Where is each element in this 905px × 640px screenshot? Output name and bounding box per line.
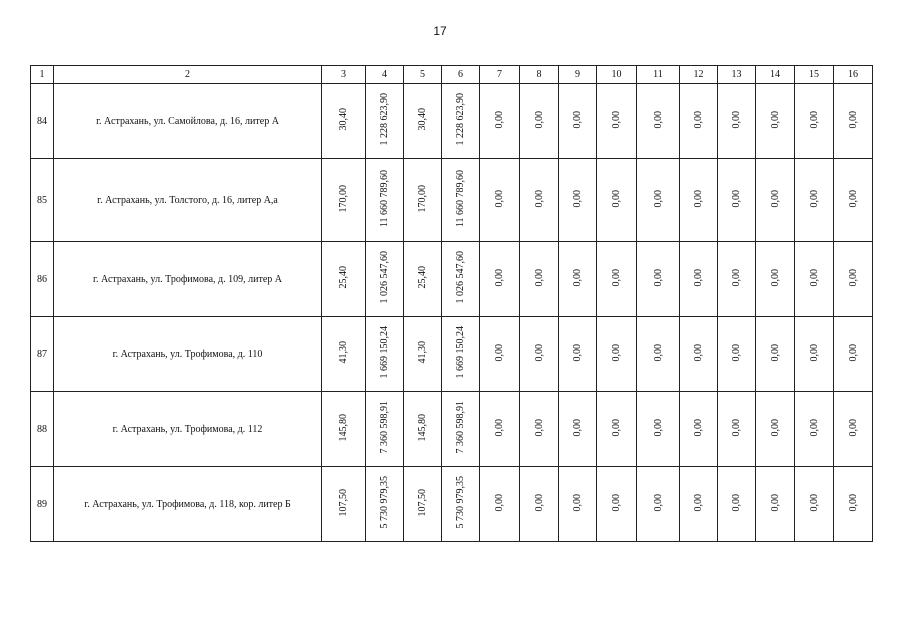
area-value-cell [322, 159, 366, 242]
area-value-cell [322, 242, 366, 317]
zero-value: 0,00 [611, 493, 622, 512]
zero-value-cell [597, 242, 637, 317]
cost-value: 1 026 547,60 [379, 251, 390, 304]
zero-value: 0,00 [808, 343, 820, 362]
zero-value: 0,00 [494, 110, 505, 129]
area-value-total-cell [404, 392, 442, 467]
column-header: 9 [559, 66, 597, 84]
row-number: 89 [31, 467, 54, 542]
cost-value-cell [366, 467, 404, 542]
zero-value-cell [680, 242, 718, 317]
column-header: 5 [404, 66, 442, 84]
zero-value: 0,00 [847, 189, 859, 208]
cost-value-total: 1 669 150,24 [455, 326, 466, 379]
zero-value: 0,00 [769, 418, 781, 437]
zero-value: 0,00 [693, 268, 704, 287]
zero-value-cell [520, 159, 559, 242]
area-value-total-cell [404, 467, 442, 542]
area-value-total: 107,50 [417, 488, 428, 517]
zero-value: 0,00 [494, 268, 505, 287]
row-number: 84 [31, 84, 54, 159]
area-value-total-cell [404, 242, 442, 317]
address: г. Астрахань, ул. Самойлова, д. 16, литер А [54, 84, 322, 159]
row-number: 88 [31, 392, 54, 467]
zero-value: 0,00 [731, 110, 742, 129]
column-header: 16 [834, 66, 873, 84]
zero-value-cell [637, 317, 680, 392]
zero-value-cell [520, 84, 559, 159]
zero-value: 0,00 [693, 493, 704, 512]
area-value: 25,40 [338, 266, 349, 289]
register-table [30, 65, 873, 542]
cost-value: 11 660 789,60 [379, 169, 390, 228]
zero-value: 0,00 [494, 418, 505, 437]
column-header: 14 [756, 66, 795, 84]
table-row [31, 159, 873, 242]
zero-value: 0,00 [808, 493, 820, 512]
zero-value: 0,00 [572, 110, 583, 129]
zero-value: 0,00 [693, 189, 704, 208]
zero-value: 0,00 [769, 343, 781, 362]
zero-value-cell [795, 84, 834, 159]
cost-value-total-cell [442, 84, 480, 159]
zero-value-cell [597, 467, 637, 542]
zero-value-cell [680, 84, 718, 159]
zero-value: 0,00 [731, 493, 742, 512]
zero-value-cell [795, 242, 834, 317]
zero-value: 0,00 [769, 189, 781, 208]
cost-value-total: 1 026 547,60 [455, 251, 466, 304]
zero-value: 0,00 [731, 343, 742, 362]
column-header: 6 [442, 66, 480, 84]
row-number: 87 [31, 317, 54, 392]
cost-value-cell [366, 159, 404, 242]
cost-value-total-cell [442, 159, 480, 242]
zero-value: 0,00 [533, 189, 545, 208]
column-header: 12 [680, 66, 718, 84]
page-number: 17 [433, 24, 447, 38]
zero-value: 0,00 [769, 110, 781, 129]
column-header: 8 [520, 66, 559, 84]
zero-value-cell [480, 159, 520, 242]
address: г. Астрахань, ул. Толстого, д. 16, литер А,а [54, 159, 322, 242]
zero-value-cell [559, 317, 597, 392]
zero-value: 0,00 [847, 493, 859, 512]
zero-value-cell [718, 84, 756, 159]
zero-value-cell [834, 392, 873, 467]
zero-value-cell [480, 84, 520, 159]
column-header: 7 [480, 66, 520, 84]
cost-value-total: 7 360 598,91 [455, 401, 466, 454]
column-header: 2 [54, 66, 322, 84]
zero-value: 0,00 [808, 110, 820, 129]
zero-value: 0,00 [808, 189, 820, 208]
row-number: 85 [31, 159, 54, 242]
zero-value: 0,00 [847, 343, 859, 362]
area-value: 145,80 [338, 413, 349, 442]
zero-value-cell [756, 392, 795, 467]
column-header: 15 [795, 66, 834, 84]
area-value-total-cell [404, 84, 442, 159]
zero-value-cell [756, 467, 795, 542]
area-value-total-cell [404, 317, 442, 392]
zero-value-cell [834, 84, 873, 159]
zero-value: 0,00 [731, 189, 742, 208]
zero-value-cell [718, 317, 756, 392]
zero-value-cell [680, 159, 718, 242]
cost-value: 1 669 150,24 [379, 326, 390, 379]
zero-value: 0,00 [652, 418, 664, 437]
zero-value: 0,00 [652, 189, 664, 208]
zero-value: 0,00 [808, 418, 820, 437]
zero-value-cell [680, 392, 718, 467]
zero-value: 0,00 [652, 343, 664, 362]
column-header: 10 [597, 66, 637, 84]
zero-value-cell [520, 242, 559, 317]
zero-value: 0,00 [572, 189, 583, 208]
zero-value: 0,00 [652, 110, 664, 129]
zero-value: 0,00 [572, 418, 583, 437]
zero-value-cell [597, 392, 637, 467]
cost-value-total-cell [442, 242, 480, 317]
zero-value: 0,00 [808, 268, 820, 287]
zero-value-cell [480, 467, 520, 542]
zero-value: 0,00 [611, 268, 622, 287]
zero-value-cell [680, 467, 718, 542]
area-value: 107,50 [338, 488, 349, 517]
zero-value-cell [756, 159, 795, 242]
zero-value-cell [718, 392, 756, 467]
zero-value-cell [637, 84, 680, 159]
zero-value-cell [718, 467, 756, 542]
area-value-cell [322, 317, 366, 392]
zero-value: 0,00 [847, 418, 859, 437]
zero-value: 0,00 [731, 418, 742, 437]
zero-value-cell [756, 242, 795, 317]
area-value-cell [322, 392, 366, 467]
zero-value: 0,00 [611, 343, 622, 362]
zero-value-cell [637, 242, 680, 317]
zero-value: 0,00 [494, 343, 505, 362]
zero-value-cell [559, 242, 597, 317]
zero-value-cell [559, 84, 597, 159]
zero-value-cell [597, 317, 637, 392]
column-header: 13 [718, 66, 756, 84]
zero-value-cell [597, 84, 637, 159]
zero-value-cell [795, 392, 834, 467]
area-value-cell [322, 84, 366, 159]
area-value: 30,40 [338, 108, 349, 131]
address: г. Астрахань, ул. Трофимова, д. 118, кор. литер Б [54, 467, 322, 542]
cost-value-cell [366, 317, 404, 392]
address: г. Астрахань, ул. Трофимова, д. 110 [54, 317, 322, 392]
zero-value: 0,00 [652, 493, 664, 512]
zero-value-cell [834, 159, 873, 242]
zero-value-cell [795, 317, 834, 392]
zero-value-cell [480, 317, 520, 392]
area-value-total: 170,00 [417, 184, 428, 213]
row-number: 86 [31, 242, 54, 317]
zero-value: 0,00 [652, 268, 664, 287]
zero-value: 0,00 [533, 493, 545, 512]
column-header: 11 [637, 66, 680, 84]
column-header: 4 [366, 66, 404, 84]
address: г. Астрахань, ул. Трофимова, д. 109, литер А [54, 242, 322, 317]
table-row [31, 84, 873, 159]
zero-value: 0,00 [533, 110, 545, 129]
zero-value-cell [795, 467, 834, 542]
zero-value-cell [559, 392, 597, 467]
cost-value-total: 11 660 789,60 [455, 169, 466, 228]
column-header: 3 [322, 66, 366, 84]
zero-value-cell [520, 317, 559, 392]
zero-value-cell [637, 467, 680, 542]
cost-value-total: 5 730 979,35 [455, 476, 466, 529]
cost-value-total-cell [442, 317, 480, 392]
area-value-total: 145,80 [417, 413, 428, 442]
zero-value: 0,00 [731, 268, 742, 287]
zero-value: 0,00 [494, 493, 505, 512]
zero-value: 0,00 [693, 418, 704, 437]
table-row [31, 242, 873, 317]
cost-value-cell [366, 84, 404, 159]
cost-value-total-cell [442, 467, 480, 542]
zero-value-cell [520, 467, 559, 542]
address: г. Астрахань, ул. Трофимова, д. 112 [54, 392, 322, 467]
zero-value: 0,00 [769, 268, 781, 287]
area-value-total: 25,40 [417, 266, 428, 289]
zero-value: 0,00 [611, 418, 622, 437]
cost-value-cell [366, 242, 404, 317]
zero-value-cell [597, 159, 637, 242]
table-row [31, 392, 873, 467]
cost-value: 1 228 623,90 [379, 93, 390, 146]
area-value: 41,30 [338, 341, 349, 364]
zero-value: 0,00 [693, 343, 704, 362]
zero-value: 0,00 [769, 493, 781, 512]
zero-value: 0,00 [572, 343, 583, 362]
cost-value-cell [366, 392, 404, 467]
zero-value: 0,00 [533, 343, 545, 362]
zero-value-cell [795, 159, 834, 242]
area-value-total: 41,30 [417, 341, 428, 364]
zero-value-cell [637, 159, 680, 242]
zero-value-cell [559, 467, 597, 542]
zero-value: 0,00 [847, 268, 859, 287]
table-row [31, 317, 873, 392]
zero-value: 0,00 [693, 110, 704, 129]
zero-value: 0,00 [611, 189, 622, 208]
zero-value-cell [520, 392, 559, 467]
zero-value-cell [480, 242, 520, 317]
zero-value-cell [559, 159, 597, 242]
table-row [31, 467, 873, 542]
zero-value-cell [834, 242, 873, 317]
zero-value-cell [718, 159, 756, 242]
cost-value-total: 1 228 623,90 [455, 93, 466, 146]
column-header: 1 [31, 66, 54, 84]
area-value: 170,00 [338, 184, 349, 213]
zero-value: 0,00 [572, 493, 583, 512]
zero-value-cell [718, 242, 756, 317]
zero-value-cell [834, 467, 873, 542]
area-value-cell [322, 467, 366, 542]
area-value-total-cell [404, 159, 442, 242]
zero-value-cell [756, 317, 795, 392]
zero-value-cell [637, 392, 680, 467]
zero-value-cell [680, 317, 718, 392]
zero-value: 0,00 [533, 268, 545, 287]
cost-value-total-cell [442, 392, 480, 467]
header-row [31, 66, 873, 84]
zero-value: 0,00 [494, 189, 505, 208]
zero-value: 0,00 [533, 418, 545, 437]
zero-value: 0,00 [611, 110, 622, 129]
zero-value-cell [480, 392, 520, 467]
zero-value: 0,00 [572, 268, 583, 287]
zero-value-cell [756, 84, 795, 159]
zero-value-cell [834, 317, 873, 392]
cost-value: 5 730 979,35 [379, 476, 390, 529]
cost-value: 7 360 598,91 [379, 401, 390, 454]
zero-value: 0,00 [847, 110, 859, 129]
area-value-total: 30,40 [417, 108, 428, 131]
